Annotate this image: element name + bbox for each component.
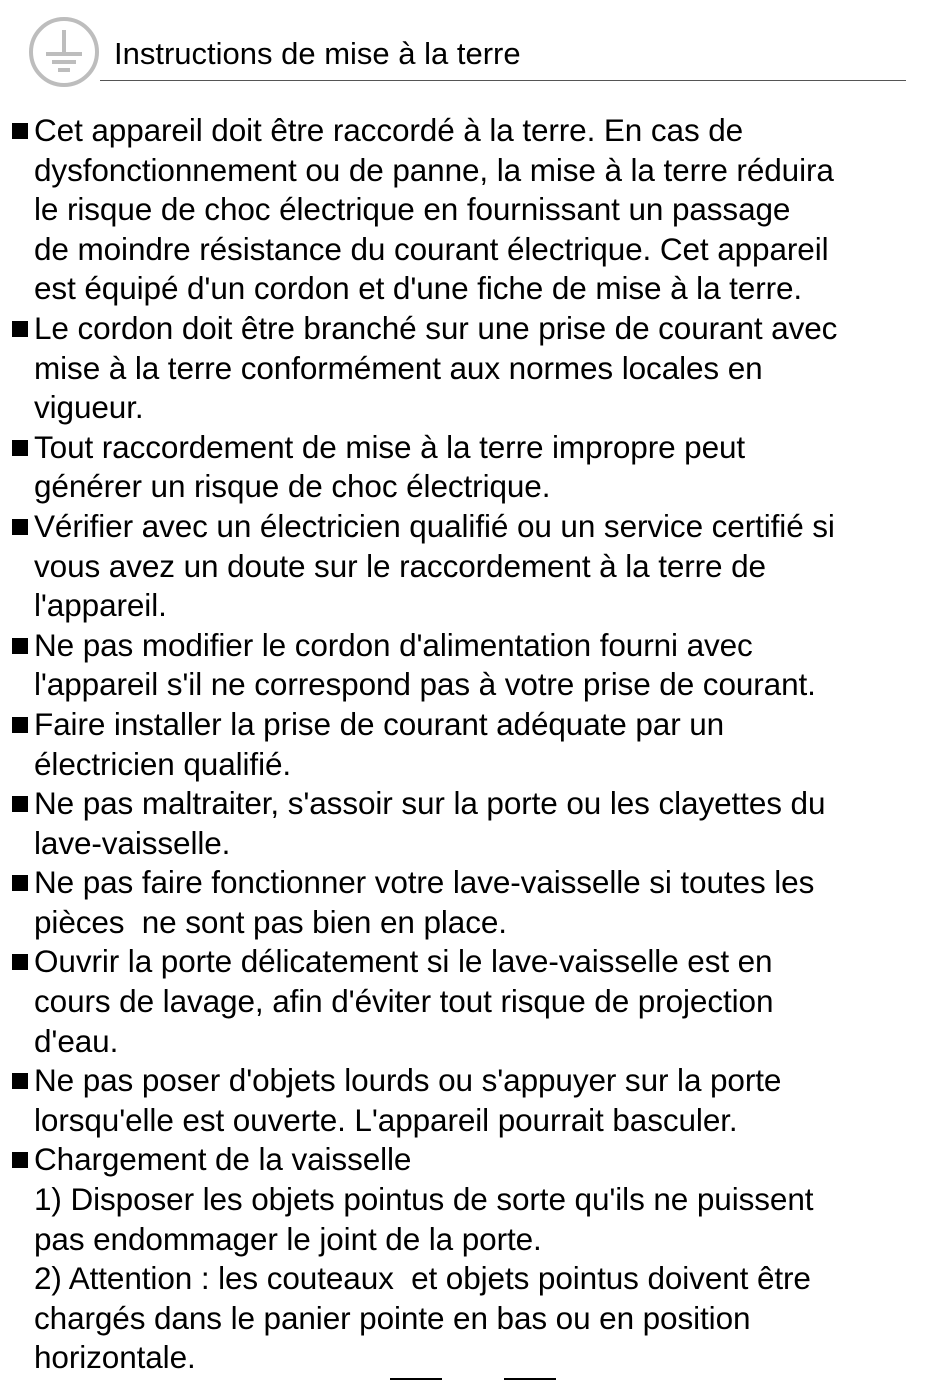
section-title: Instructions de mise à la terre: [114, 36, 521, 71]
square-bullet-icon: [12, 796, 28, 812]
header-divider: [100, 80, 906, 81]
section-header: [28, 16, 906, 82]
square-bullet-icon: [12, 1152, 28, 1168]
item-text-line: l'appareil.: [34, 587, 167, 624]
list-item: [8, 705, 948, 784]
item-text-line: dysfonctionnement ou de panne, la mise à la terre réduira: [34, 151, 834, 188]
item-text-line: 1) Disposer les objets pointus de sorte qu'ils ne puissent: [34, 1181, 814, 1218]
list-item: [8, 863, 948, 942]
list-item: [8, 784, 948, 863]
item-text-line: l'appareil s'il ne correspond pas à votre prise de courant.: [34, 666, 816, 703]
item-text-line: Le cordon doit être branché sur une prise de courant avec: [34, 309, 838, 346]
item-text-line: pas endommager le joint de la porte.: [34, 1220, 542, 1257]
list-item: [8, 111, 948, 309]
item-text-line: Chargement de la vaisselle: [34, 1141, 412, 1178]
list-item: [8, 626, 948, 705]
item-text-line: chargés dans le panier pointe en bas ou en position: [34, 1299, 751, 1336]
square-bullet-icon: [12, 638, 28, 654]
item-text-line: vigueur.: [34, 389, 144, 426]
list-item: [8, 942, 948, 1061]
square-bullet-icon: [12, 1073, 28, 1089]
item-text-line: Ne pas maltraiter, s'assoir sur la porte ou les clayettes du: [34, 785, 826, 822]
item-text-line: horizontale.: [34, 1339, 196, 1376]
ground-symbol-icon: [28, 16, 100, 88]
page-bottom-marks: [390, 1378, 560, 1382]
item-text-line: mise à la terre conformément aux normes locales en: [34, 349, 763, 386]
square-bullet-icon: [12, 954, 28, 970]
item-text-line: Vérifier avec un électricien qualifié ou un service certifié si: [34, 507, 835, 544]
square-bullet-icon: [12, 440, 28, 456]
item-text-line: Ne pas poser d'objets lourds ou s'appuyer sur la porte: [34, 1062, 782, 1099]
square-bullet-icon: [12, 717, 28, 733]
item-text-line: Ne pas faire fonctionner votre lave-vaisselle si toutes les: [34, 864, 815, 901]
item-text-line: est équipé d'un cordon et d'une fiche de mise à la terre.: [34, 270, 803, 307]
item-text-line: 2) Attention : les couteaux et objets pointus doivent être: [34, 1260, 811, 1297]
item-text-line: le risque de choc électrique en fournissant un passage: [34, 191, 791, 228]
list-item: [8, 1140, 948, 1378]
list-item: [8, 1061, 948, 1140]
square-bullet-icon: [12, 321, 28, 337]
list-item: [8, 507, 948, 626]
square-bullet-icon: [12, 875, 28, 891]
instructions-list: [8, 111, 948, 1378]
item-text-line: Faire installer la prise de courant adéquate par un: [34, 705, 725, 742]
item-text-line: Ne pas modifier le cordon d'alimentation fourni avec: [34, 626, 753, 663]
item-text-line: générer un risque de choc électrique.: [34, 468, 551, 505]
item-text-line: pièces ne sont pas bien en place.: [34, 903, 507, 940]
item-text-line: lave-vaisselle.: [34, 824, 231, 861]
item-text-line: cours de lavage, afin d'éviter tout risque de projection: [34, 983, 774, 1020]
item-text-line: Cet appareil doit être raccordé à la terre. En cas de: [34, 112, 744, 148]
item-text-line: lorsqu'elle est ouverte. L'appareil pourrait basculer.: [34, 1101, 738, 1138]
footer-dash: [504, 1378, 556, 1380]
list-item: [8, 428, 948, 507]
footer-dash: [390, 1378, 442, 1380]
item-text-line: Ouvrir la porte délicatement si le lave-vaisselle est en: [34, 943, 773, 980]
item-text-line: électricien qualifié.: [34, 745, 292, 782]
list-item: [8, 309, 948, 428]
item-text-line: Tout raccordement de mise à la terre impropre peut: [34, 428, 746, 465]
item-text-line: de moindre résistance du courant électrique. Cet appareil: [34, 230, 829, 267]
item-text-line: d'eau.: [34, 1022, 119, 1059]
item-text-line: vous avez un doute sur le raccordement à la terre de: [34, 547, 766, 584]
square-bullet-icon: [12, 123, 28, 139]
square-bullet-icon: [12, 519, 28, 535]
